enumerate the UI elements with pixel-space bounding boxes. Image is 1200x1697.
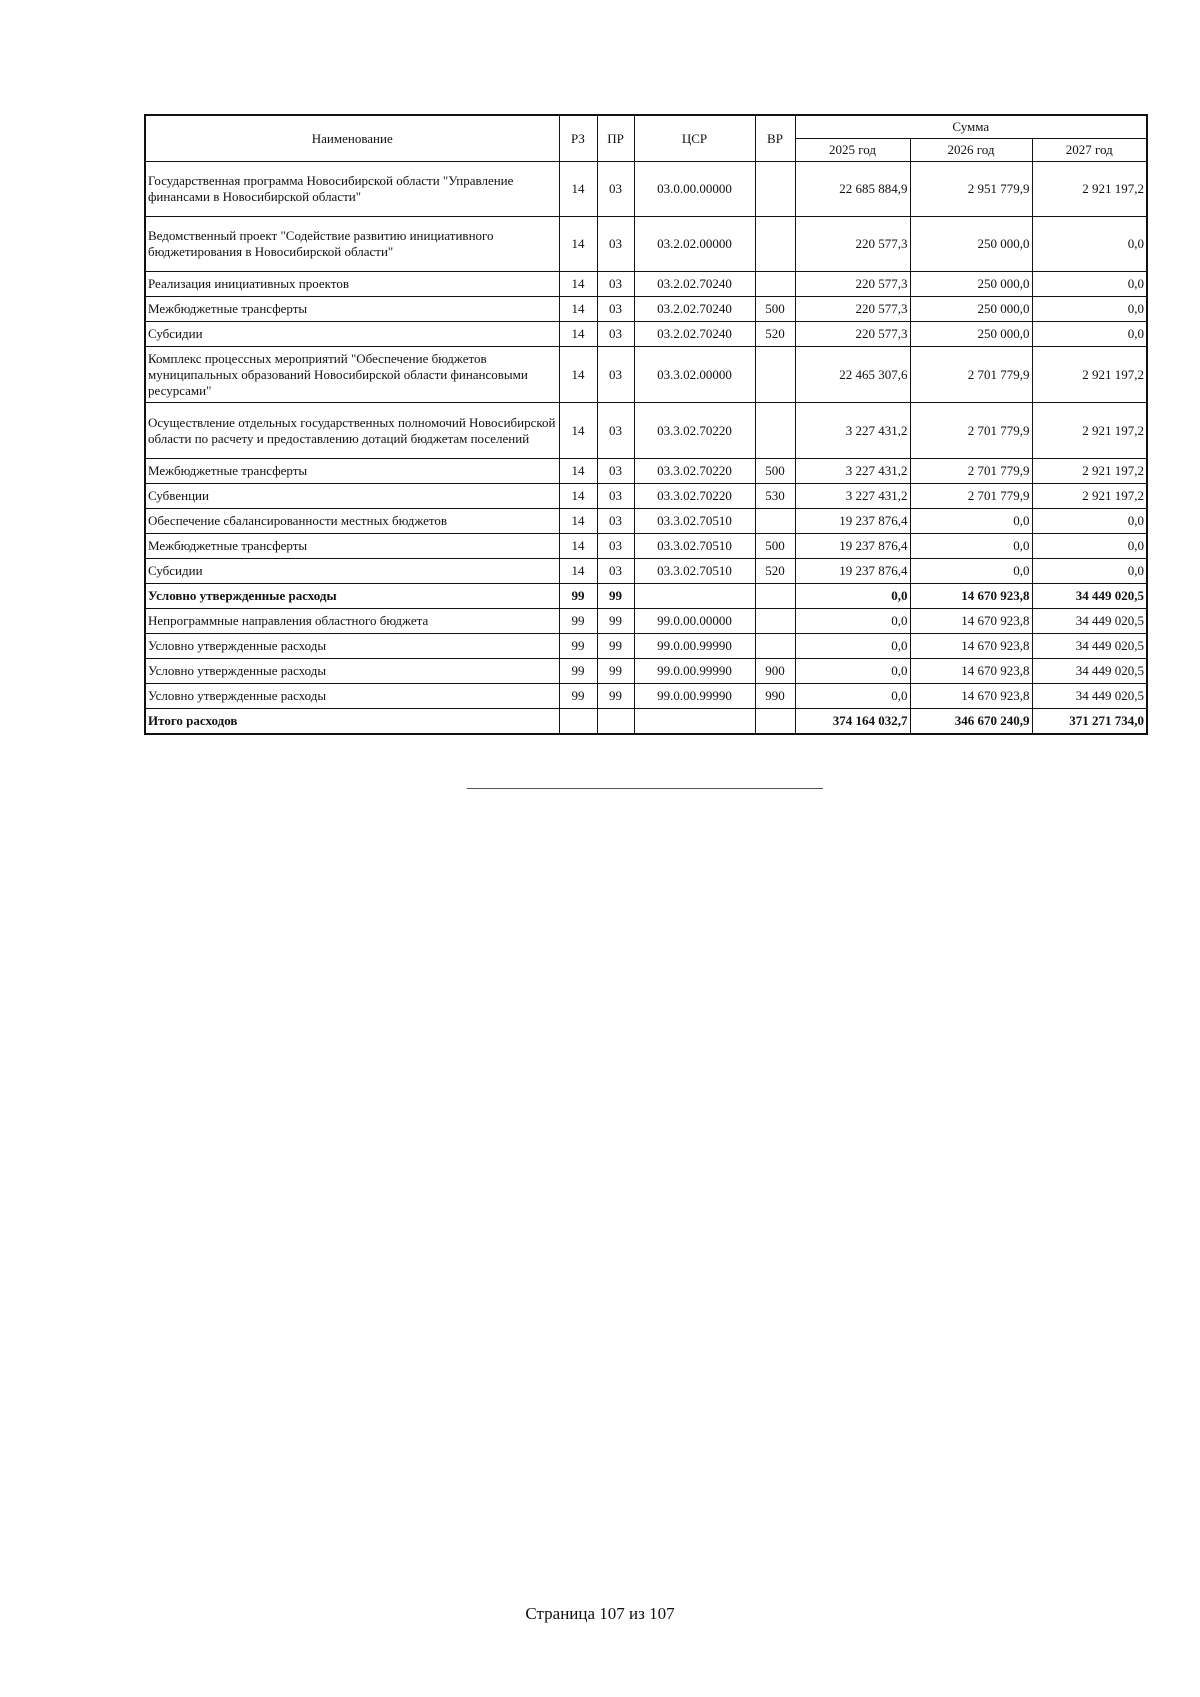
cell-name: Итого расходов — [145, 709, 559, 734]
cell-name: Межбюджетные трансферты — [145, 534, 559, 559]
cell-amount-2025: 3 227 431,2 — [795, 403, 910, 459]
cell-csr: 03.3.02.70220 — [634, 484, 755, 509]
table-row — [145, 297, 1147, 322]
cell-amount-2026: 2 701 779,9 — [910, 459, 1032, 484]
cell-pr: 03 — [597, 162, 634, 217]
cell-name: Осуществление отдельных государственных полномочий Новосибирской области по расчету и предоставлению дотаций бюджетам поселений — [145, 403, 559, 459]
cell-name: Непрограммные направления областного бюджета — [145, 609, 559, 634]
cell-csr: 03.2.02.70240 — [634, 297, 755, 322]
cell-name: Условно утвержденные расходы — [145, 684, 559, 709]
cell-rz: 14 — [559, 459, 597, 484]
cell-vr — [755, 347, 795, 403]
cell-rz: 99 — [559, 609, 597, 634]
cell-vr — [755, 634, 795, 659]
cell-amount-2027: 34 449 020,5 — [1032, 684, 1147, 709]
cell-amount-2025: 22 465 307,6 — [795, 347, 910, 403]
cell-amount-2026: 346 670 240,9 — [910, 709, 1032, 734]
cell-rz: 99 — [559, 584, 597, 609]
cell-pr: 99 — [597, 584, 634, 609]
cell-amount-2027: 2 921 197,2 — [1032, 459, 1147, 484]
cell-amount-2027: 0,0 — [1032, 559, 1147, 584]
cell-vr — [755, 584, 795, 609]
cell-name: Комплекс процессных мероприятий "Обеспечение бюджетов муниципальных образований Новосибирской области финансовыми ресурсами" — [145, 347, 559, 403]
cell-pr: 99 — [597, 684, 634, 709]
cell-csr: 03.3.02.70220 — [634, 403, 755, 459]
cell-vr — [755, 272, 795, 297]
cell-amount-2026: 250 000,0 — [910, 272, 1032, 297]
cell-vr — [755, 509, 795, 534]
cell-amount-2025: 22 685 884,9 — [795, 162, 910, 217]
cell-amount-2025: 0,0 — [795, 634, 910, 659]
cell-amount-2025: 19 237 876,4 — [795, 559, 910, 584]
cell-rz — [559, 709, 597, 734]
cell-vr — [755, 609, 795, 634]
table-row — [145, 559, 1147, 584]
table-row — [145, 217, 1147, 272]
header-pr: ПР — [597, 115, 634, 162]
cell-amount-2027: 34 449 020,5 — [1032, 634, 1147, 659]
cell-amount-2027: 0,0 — [1032, 217, 1147, 272]
cell-amount-2027: 0,0 — [1032, 534, 1147, 559]
cell-amount-2026: 250 000,0 — [910, 322, 1032, 347]
section-divider — [467, 788, 823, 789]
cell-csr: 99.0.00.00000 — [634, 609, 755, 634]
cell-amount-2027: 34 449 020,5 — [1032, 584, 1147, 609]
cell-pr: 03 — [597, 297, 634, 322]
header-vr: ВР — [755, 115, 795, 162]
cell-name: Государственная программа Новосибирской области "Управление финансами в Новосибирской области" — [145, 162, 559, 217]
table-row — [145, 162, 1147, 217]
cell-vr — [755, 162, 795, 217]
cell-pr: 03 — [597, 459, 634, 484]
cell-csr: 03.3.02.70220 — [634, 459, 755, 484]
cell-amount-2026: 14 670 923,8 — [910, 659, 1032, 684]
cell-amount-2026: 2 701 779,9 — [910, 403, 1032, 459]
cell-amount-2026: 250 000,0 — [910, 217, 1032, 272]
cell-name: Условно утвержденные расходы — [145, 634, 559, 659]
cell-pr: 03 — [597, 509, 634, 534]
cell-name: Субвенции — [145, 484, 559, 509]
cell-csr: 03.3.02.00000 — [634, 347, 755, 403]
cell-amount-2025: 3 227 431,2 — [795, 484, 910, 509]
table-row — [145, 403, 1147, 459]
cell-csr — [634, 709, 755, 734]
cell-rz: 14 — [559, 272, 597, 297]
table-row — [145, 684, 1147, 709]
cell-rz: 14 — [559, 297, 597, 322]
table-header — [145, 115, 1147, 162]
cell-name: Условно утвержденные расходы — [145, 659, 559, 684]
cell-vr: 500 — [755, 534, 795, 559]
cell-rz: 14 — [559, 322, 597, 347]
cell-pr — [597, 709, 634, 734]
cell-rz: 99 — [559, 684, 597, 709]
header-csr: ЦСР — [634, 115, 755, 162]
header-year-2027: 2027 год — [1032, 139, 1147, 162]
cell-amount-2027: 0,0 — [1032, 297, 1147, 322]
cell-amount-2027: 2 921 197,2 — [1032, 162, 1147, 217]
table-row — [145, 534, 1147, 559]
cell-vr: 530 — [755, 484, 795, 509]
cell-csr: 03.2.02.70240 — [634, 322, 755, 347]
table-row — [145, 272, 1147, 297]
cell-amount-2025: 220 577,3 — [795, 272, 910, 297]
cell-amount-2025: 0,0 — [795, 684, 910, 709]
cell-pr: 99 — [597, 634, 634, 659]
cell-rz: 14 — [559, 509, 597, 534]
cell-name: Условно утвержденные расходы — [145, 584, 559, 609]
cell-amount-2026: 14 670 923,8 — [910, 584, 1032, 609]
cell-vr — [755, 709, 795, 734]
cell-amount-2026: 0,0 — [910, 509, 1032, 534]
header-sum: Сумма — [795, 115, 1147, 139]
table-row — [145, 659, 1147, 684]
cell-rz: 14 — [559, 403, 597, 459]
cell-amount-2027: 34 449 020,5 — [1032, 609, 1147, 634]
cell-name: Межбюджетные трансферты — [145, 459, 559, 484]
cell-amount-2027: 2 921 197,2 — [1032, 484, 1147, 509]
cell-amount-2026: 2 701 779,9 — [910, 347, 1032, 403]
cell-amount-2026: 14 670 923,8 — [910, 634, 1032, 659]
cell-pr: 03 — [597, 559, 634, 584]
cell-amount-2025: 374 164 032,7 — [795, 709, 910, 734]
table-row — [145, 459, 1147, 484]
cell-rz: 14 — [559, 347, 597, 403]
table-body — [145, 162, 1147, 734]
cell-pr: 03 — [597, 217, 634, 272]
cell-amount-2026: 0,0 — [910, 534, 1032, 559]
cell-name: Субсидии — [145, 559, 559, 584]
cell-vr: 520 — [755, 559, 795, 584]
cell-csr: 99.0.00.99990 — [634, 684, 755, 709]
cell-csr: 03.3.02.70510 — [634, 559, 755, 584]
cell-amount-2025: 19 237 876,4 — [795, 534, 910, 559]
cell-amount-2027: 2 921 197,2 — [1032, 403, 1147, 459]
cell-amount-2027: 34 449 020,5 — [1032, 659, 1147, 684]
cell-rz: 14 — [559, 484, 597, 509]
header-year-2025: 2025 год — [795, 139, 910, 162]
cell-vr — [755, 217, 795, 272]
header-name: Наименование — [145, 115, 559, 162]
cell-vr: 520 — [755, 322, 795, 347]
cell-rz: 99 — [559, 634, 597, 659]
cell-csr: 99.0.00.99990 — [634, 659, 755, 684]
cell-csr: 03.3.02.70510 — [634, 534, 755, 559]
cell-amount-2026: 14 670 923,8 — [910, 609, 1032, 634]
cell-pr: 03 — [597, 403, 634, 459]
cell-amount-2027: 0,0 — [1032, 322, 1147, 347]
cell-csr: 03.3.02.70510 — [634, 509, 755, 534]
table-row — [145, 584, 1147, 609]
table-row — [145, 322, 1147, 347]
cell-pr: 03 — [597, 272, 634, 297]
table-row — [145, 709, 1147, 734]
cell-pr: 03 — [597, 534, 634, 559]
cell-pr: 99 — [597, 659, 634, 684]
cell-amount-2027: 2 921 197,2 — [1032, 347, 1147, 403]
cell-name: Межбюджетные трансферты — [145, 297, 559, 322]
cell-rz: 14 — [559, 534, 597, 559]
cell-vr: 500 — [755, 297, 795, 322]
cell-rz: 14 — [559, 162, 597, 217]
cell-amount-2025: 220 577,3 — [795, 297, 910, 322]
cell-vr — [755, 403, 795, 459]
cell-amount-2027: 0,0 — [1032, 509, 1147, 534]
cell-vr: 500 — [755, 459, 795, 484]
cell-name: Реализация инициативных проектов — [145, 272, 559, 297]
table-row — [145, 609, 1147, 634]
cell-amount-2026: 2 951 779,9 — [910, 162, 1032, 217]
cell-amount-2027: 0,0 — [1032, 272, 1147, 297]
cell-pr: 03 — [597, 322, 634, 347]
table-row — [145, 634, 1147, 659]
cell-name: Ведомственный проект "Содействие развитию инициативного бюджетирования в Новосибирской области" — [145, 217, 559, 272]
cell-amount-2026: 2 701 779,9 — [910, 484, 1032, 509]
cell-amount-2025: 3 227 431,2 — [795, 459, 910, 484]
cell-pr: 03 — [597, 347, 634, 403]
cell-rz: 14 — [559, 559, 597, 584]
cell-csr: 03.0.00.00000 — [634, 162, 755, 217]
cell-rz: 14 — [559, 217, 597, 272]
cell-amount-2026: 250 000,0 — [910, 297, 1032, 322]
table-row — [145, 484, 1147, 509]
cell-csr: 03.2.02.00000 — [634, 217, 755, 272]
cell-rz: 99 — [559, 659, 597, 684]
cell-amount-2027: 371 271 734,0 — [1032, 709, 1147, 734]
budget-table — [144, 114, 1148, 735]
cell-amount-2025: 220 577,3 — [795, 322, 910, 347]
cell-amount-2026: 14 670 923,8 — [910, 684, 1032, 709]
cell-name: Обеспечение сбалансированности местных бюджетов — [145, 509, 559, 534]
cell-pr: 03 — [597, 484, 634, 509]
cell-vr: 900 — [755, 659, 795, 684]
cell-amount-2025: 0,0 — [795, 609, 910, 634]
cell-name: Субсидии — [145, 322, 559, 347]
cell-csr — [634, 584, 755, 609]
cell-vr: 990 — [755, 684, 795, 709]
header-year-2026: 2026 год — [910, 139, 1032, 162]
cell-csr: 03.2.02.70240 — [634, 272, 755, 297]
cell-amount-2025: 19 237 876,4 — [795, 509, 910, 534]
header-rz: РЗ — [559, 115, 597, 162]
cell-amount-2025: 0,0 — [795, 659, 910, 684]
cell-amount-2025: 220 577,3 — [795, 217, 910, 272]
cell-csr: 99.0.00.99990 — [634, 634, 755, 659]
page-number: Страница 107 из 107 — [525, 1604, 675, 1623]
cell-amount-2025: 0,0 — [795, 584, 910, 609]
cell-amount-2026: 0,0 — [910, 559, 1032, 584]
table-row — [145, 509, 1147, 534]
table-row — [145, 347, 1147, 403]
cell-pr: 99 — [597, 609, 634, 634]
